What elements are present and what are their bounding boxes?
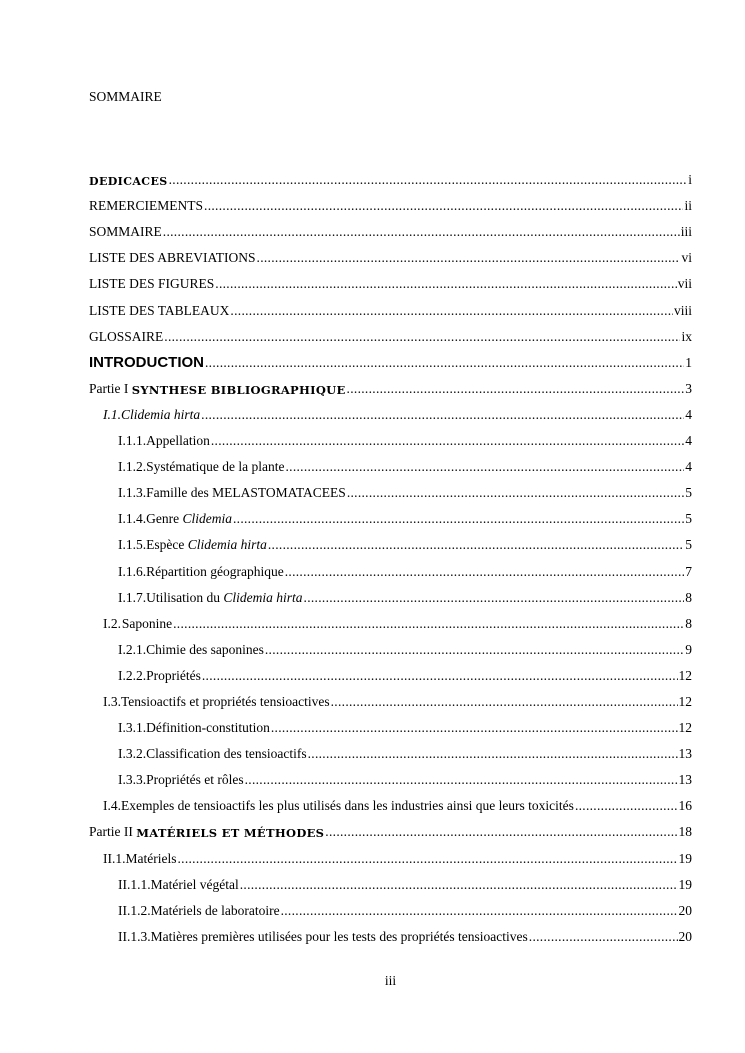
- toc-label: GLOSSAIRE: [89, 328, 164, 344]
- toc-page: 4: [685, 433, 692, 449]
- toc-page: 20: [678, 902, 692, 918]
- toc-entry-tableaux[interactable]: [89, 292, 692, 318]
- toc-page: iii: [680, 224, 692, 240]
- toc-number: I.1.2.: [118, 459, 147, 475]
- toc-label: Matières premières utilisées pour les tests des propriétés tensioactives: [150, 928, 528, 944]
- toc-entry-I-1-2[interactable]: [89, 449, 692, 475]
- toc-page: 8: [685, 589, 692, 605]
- toc-label: Genre Clidemia: [146, 511, 232, 527]
- toc-entry-I-1-4[interactable]: [89, 501, 692, 527]
- toc-label: Tensioactifs et propriétés tensioactives: [121, 693, 330, 709]
- toc-entry-I-4[interactable]: [89, 788, 692, 814]
- toc-page: 7: [685, 563, 692, 579]
- toc-label: MATÉRIELS ET MÉTHODES: [136, 826, 325, 841]
- toc-entry-I-1[interactable]: [89, 397, 692, 423]
- toc-number: I.3.: [103, 693, 121, 709]
- toc-number: I.2.2.: [118, 667, 147, 683]
- dot-leader: [163, 224, 680, 240]
- dot-leader: [201, 407, 684, 423]
- toc-page: i: [688, 172, 692, 188]
- page-number: iii: [384, 973, 397, 988]
- dot-leader: [347, 381, 685, 397]
- toc-entry-I-1-1[interactable]: [89, 423, 692, 449]
- toc-entry-I-2-1[interactable]: [89, 632, 692, 658]
- toc-entry-I-1-3[interactable]: [89, 475, 692, 501]
- dot-leader: [164, 329, 680, 345]
- toc-entry-II-1-2[interactable]: [89, 893, 692, 919]
- toc-page: 1: [685, 354, 692, 370]
- dot-leader: [529, 929, 678, 945]
- toc-entry-I-3-3[interactable]: [89, 762, 692, 788]
- dot-leader: [265, 642, 684, 658]
- toc-label: Utilisation du Clidemia hirta: [146, 589, 303, 605]
- toc-page: 12: [678, 667, 692, 683]
- toc-number: I.1.1.: [118, 433, 147, 449]
- toc-label: Chimie des saponines: [146, 641, 264, 657]
- toc-page: 13: [678, 772, 692, 788]
- dot-leader: [169, 172, 688, 188]
- dot-leader: [240, 877, 678, 893]
- dot-leader: [245, 772, 678, 788]
- toc-label: Matériels: [125, 850, 177, 866]
- toc-page: vii: [677, 276, 692, 292]
- toc-label: SOMMAIRE: [89, 224, 162, 240]
- toc-part-prefix: Partie I: [89, 380, 129, 396]
- toc-label: LISTE DES ABREVIATIONS: [89, 250, 256, 266]
- dot-leader: [257, 250, 681, 266]
- toc-number: II.1.: [103, 850, 126, 866]
- dot-leader: [211, 433, 684, 449]
- toc-part-prefix: Partie II: [89, 824, 133, 840]
- toc-label: Propriétés et rôles: [146, 772, 244, 788]
- toc-number: I.3.3.: [118, 772, 147, 788]
- toc-number: I.2.1.: [118, 641, 147, 657]
- toc-page: 5: [685, 537, 692, 553]
- toc-label: Propriétés: [146, 667, 201, 683]
- toc-number: I.3.1.: [118, 720, 147, 736]
- toc-page: 16: [678, 798, 692, 814]
- toc-label: SYNTHESE BIBLIOGRAPHIQUE: [131, 382, 346, 397]
- toc-number: II.1.3.: [118, 928, 151, 944]
- toc-label: Exemples de tensioactifs les plus utilisés dans les industries ainsi que leurs toxicités: [121, 798, 574, 814]
- toc-number: I.2.: [103, 615, 121, 631]
- dot-leader: [202, 668, 678, 684]
- dot-leader: [205, 355, 684, 371]
- toc-number: I.1.7.: [118, 589, 147, 605]
- toc-label: DEDICACES: [89, 175, 168, 189]
- toc-number: II.1.2.: [118, 902, 151, 918]
- toc-page: ix: [681, 328, 692, 344]
- toc-entry-II-1[interactable]: [89, 840, 692, 866]
- toc-number: I.1.5.: [118, 537, 147, 553]
- toc-label: LISTE DES TABLEAUX: [89, 302, 230, 318]
- toc-number: I.1.: [103, 406, 121, 422]
- toc-number: II.1.1.: [118, 876, 151, 892]
- toc-entry-II-1-3[interactable]: [89, 919, 692, 945]
- toc-page: 12: [678, 693, 692, 709]
- toc-label: Saponine: [121, 615, 173, 631]
- toc-number: I.3.2.: [118, 746, 147, 762]
- toc-entry-I-1-7[interactable]: [89, 580, 692, 606]
- toc-page: ii: [684, 198, 692, 214]
- toc-label: Classification des tensioactifs: [146, 746, 307, 762]
- dot-leader: [347, 485, 684, 501]
- toc-number: I.1.3.: [118, 485, 147, 501]
- toc-label: LISTE DES FIGURES: [89, 276, 215, 292]
- toc-entry-I-1-5[interactable]: [89, 527, 692, 553]
- toc-page: 8: [685, 615, 692, 631]
- toc-page: 18: [678, 824, 692, 840]
- toc-label: REMERCIEMENTS: [89, 198, 204, 214]
- toc-entry-I-3-1[interactable]: [89, 710, 692, 736]
- toc-page: vi: [681, 250, 692, 266]
- toc-label: Espèce Clidemia hirta: [146, 537, 267, 553]
- toc-entry-partie-1[interactable]: [89, 371, 692, 397]
- toc-label: Répartition géographique: [146, 563, 284, 579]
- toc-page: 5: [685, 485, 692, 501]
- toc-label: Systématique de la plante: [146, 459, 285, 475]
- toc-entry-dedicaces[interactable]: [89, 162, 692, 188]
- toc-entry-figures[interactable]: [89, 266, 692, 292]
- toc-page: 9: [685, 641, 692, 657]
- dot-leader: [177, 851, 677, 867]
- page-title: SOMMAIRE: [89, 89, 162, 104]
- toc-number: I.4.: [103, 798, 121, 814]
- dot-leader: [271, 720, 678, 736]
- toc-label: Famille des MELASTOMATACEES: [146, 485, 346, 501]
- toc-entry-introduction[interactable]: [89, 345, 692, 371]
- toc-page: 12: [678, 720, 692, 736]
- toc-number: I.1.6.: [118, 563, 147, 579]
- toc-page: 20: [678, 928, 692, 944]
- toc-page: 19: [678, 876, 692, 892]
- toc-label: Clidemia hirta: [121, 406, 201, 422]
- dot-leader: [285, 564, 685, 580]
- toc-entry-abreviations[interactable]: [89, 240, 692, 266]
- dot-leader: [230, 303, 673, 319]
- toc-label: Matériel végétal: [150, 876, 239, 892]
- toc-entry-remerciements[interactable]: [89, 188, 692, 214]
- toc-entry-glossaire[interactable]: [89, 319, 692, 345]
- toc-page: 4: [685, 459, 692, 475]
- dot-leader: [308, 746, 678, 762]
- dot-leader: [173, 616, 684, 632]
- dot-leader: [215, 276, 676, 292]
- toc-entry-I-3-2[interactable]: [89, 736, 692, 762]
- toc-label: Définition-constitution: [146, 720, 270, 736]
- toc-entry-I-2-2[interactable]: [89, 658, 692, 684]
- dot-leader: [575, 798, 678, 814]
- toc-page: viii: [673, 302, 692, 318]
- toc-entry-partie-2[interactable]: [89, 814, 692, 840]
- toc-number: I.1.4.: [118, 511, 147, 527]
- dot-leader: [285, 459, 684, 475]
- toc-entry-I-2[interactable]: [89, 606, 692, 632]
- dot-leader: [204, 198, 683, 214]
- dot-leader: [268, 537, 684, 553]
- dot-leader: [304, 590, 685, 606]
- toc-entry-I-3[interactable]: [89, 684, 692, 710]
- toc-label: Matériels de laboratoire: [150, 902, 280, 918]
- toc-page: 4: [685, 406, 692, 422]
- dot-leader: [281, 903, 678, 919]
- toc-label: INTRODUCTION: [89, 353, 204, 371]
- toc-page: 5: [685, 511, 692, 527]
- dot-leader: [325, 824, 677, 840]
- dot-leader: [331, 694, 678, 710]
- toc-page: 3: [685, 380, 692, 396]
- dot-leader: [233, 511, 684, 527]
- table-of-contents: [89, 162, 692, 945]
- toc-label: Appellation: [146, 433, 210, 449]
- toc-entry-I-1-6[interactable]: [89, 553, 692, 579]
- toc-entry-II-1-1[interactable]: [89, 867, 692, 893]
- toc-page: 13: [678, 746, 692, 762]
- toc-page: 19: [678, 850, 692, 866]
- toc-entry-sommaire[interactable]: [89, 214, 692, 240]
